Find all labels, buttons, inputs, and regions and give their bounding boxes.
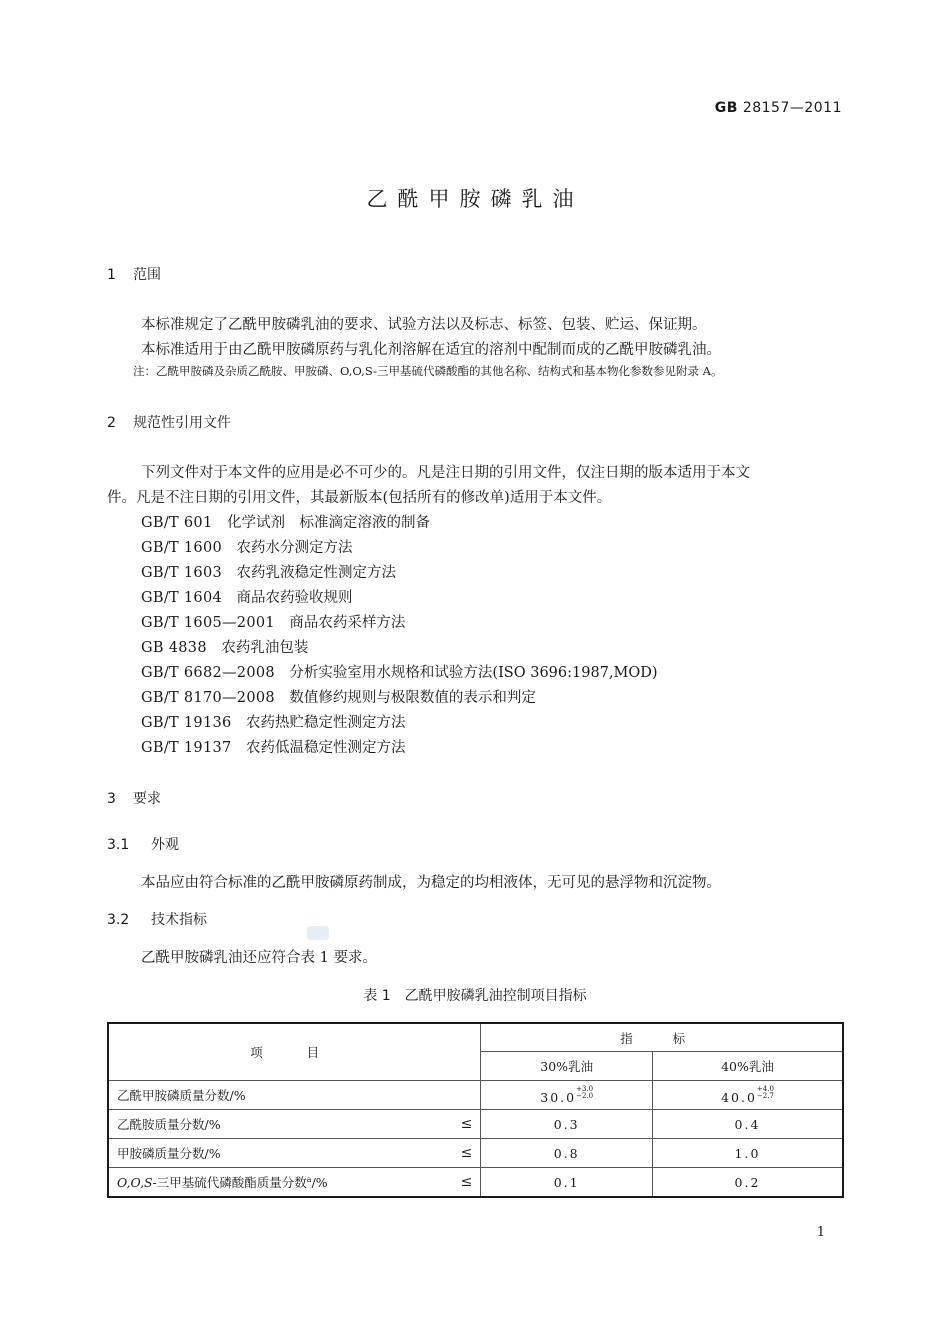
table-row bbox=[108, 1081, 843, 1110]
table-row bbox=[108, 1168, 843, 1198]
less-equal-symbol: ≤ bbox=[460, 1174, 473, 1190]
reference-code: GB/T 1603 bbox=[141, 565, 223, 581]
reference-code: GB 4838 bbox=[141, 640, 207, 656]
reference-code: GB/T 601 bbox=[141, 515, 213, 531]
section-title: 技术指标 bbox=[151, 912, 207, 928]
reference-name: 农药水分测定方法 bbox=[236, 540, 353, 556]
reference-code: GB/T 6682—2008 bbox=[141, 665, 275, 681]
table-cell: 1.0 bbox=[652, 1139, 843, 1168]
reference-item bbox=[141, 636, 308, 657]
reference-name: 农药热贮稳定性测定方法 bbox=[246, 715, 406, 731]
table-cell: 0.1 bbox=[481, 1168, 653, 1198]
tolerance-upper: +4.0 bbox=[756, 1084, 774, 1093]
less-equal-symbol: ≤ bbox=[460, 1116, 473, 1132]
reference-name: 农药乳油包装 bbox=[221, 640, 309, 656]
tolerance-upper: +3.0 bbox=[576, 1084, 594, 1093]
row-label-text: 乙酰甲胺磷质量分数/% bbox=[117, 1088, 246, 1103]
reference-item bbox=[141, 536, 353, 557]
tolerance-lower: −2.7 bbox=[756, 1091, 774, 1100]
table-row bbox=[108, 1139, 843, 1168]
reference-name: 商品农药采样方法 bbox=[289, 615, 406, 631]
reference-item bbox=[141, 611, 405, 632]
footnote-marker: a bbox=[306, 1174, 312, 1184]
table-cell bbox=[652, 1081, 843, 1110]
reference-item bbox=[141, 661, 658, 682]
row-label-unit: /% bbox=[311, 1175, 328, 1190]
reference-code: GB/T 1605—2001 bbox=[141, 615, 275, 631]
reference-item bbox=[141, 561, 396, 582]
less-equal-symbol: ≤ bbox=[460, 1145, 473, 1161]
section-number: 3.1 bbox=[107, 837, 130, 853]
standard-prefix: GB bbox=[714, 100, 738, 116]
tolerance-lower: −2.0 bbox=[576, 1091, 594, 1100]
document-title: 乙酰甲胺磷乳油 bbox=[366, 187, 584, 211]
section-title: 规范性引用文件 bbox=[133, 415, 231, 431]
table-cell: 0.8 bbox=[481, 1139, 653, 1168]
spec-table bbox=[107, 1022, 844, 1198]
tolerance bbox=[757, 1086, 774, 1100]
reference-code: GB/T 1604 bbox=[141, 590, 223, 606]
section-3-2-paragraph: 乙酰甲胺磷乳油还应符合表 1 要求。 bbox=[141, 950, 377, 966]
table-cell: 0.3 bbox=[481, 1110, 653, 1139]
section-title: 外观 bbox=[151, 837, 179, 853]
section-3-heading bbox=[107, 788, 161, 808]
section-title: 范围 bbox=[133, 267, 161, 283]
section-1-paragraph-2: 本标准适用于由乙酰甲胺磷原药与乳化剂溶解在适宜的溶剂中配制而成的乙酰甲胺磷乳油。 bbox=[141, 342, 721, 358]
row-label-text: 乙酰胺质量分数/% bbox=[117, 1117, 221, 1132]
table-row-label bbox=[108, 1110, 481, 1139]
standard-code: 28157—2011 bbox=[742, 100, 842, 116]
table-row-label bbox=[108, 1168, 481, 1198]
reference-code: GB/T 8170—2008 bbox=[141, 690, 275, 706]
section-1-paragraph-1: 本标准规定了乙酰甲胺磷乳油的要求、试验方法以及标志、标签、包装、贮运、保证期。 bbox=[141, 317, 707, 333]
table-row-label bbox=[108, 1139, 481, 1168]
table-header-row bbox=[108, 1023, 843, 1052]
reference-name: 化学试剂 标准滴定溶液的制备 bbox=[226, 515, 430, 531]
section-title: 要求 bbox=[133, 791, 161, 807]
table-caption: 表 1 乙酰甲胺磷乳油控制项目指标 bbox=[363, 988, 587, 1004]
row-label-text: -三甲基硫代磷酸酯质量分数 bbox=[152, 1175, 307, 1190]
reference-code: GB/T 19137 bbox=[141, 740, 232, 756]
section-3-1-heading bbox=[107, 834, 179, 854]
tolerance bbox=[576, 1086, 593, 1100]
table-header-40: 40%乳油 bbox=[652, 1052, 843, 1081]
reference-name: 农药乳液稳定性测定方法 bbox=[236, 565, 397, 581]
section-3-2-heading bbox=[107, 909, 207, 929]
table-cell bbox=[481, 1081, 653, 1110]
section-number: 3.2 bbox=[107, 912, 130, 928]
reference-name: 商品农药验收规则 bbox=[236, 590, 353, 606]
section-1-heading bbox=[107, 264, 161, 284]
row-label-text: 甲胺磷质量分数/% bbox=[117, 1146, 221, 1161]
reference-item bbox=[141, 586, 353, 607]
section-2-paragraph-line-1: 下列文件对于本文件的应用是必不可少的。凡是注日期的引用文件，仅注日期的版本适用于本文 bbox=[141, 465, 750, 481]
reference-name: 数值修约规则与极限数值的表示和判定 bbox=[289, 690, 536, 706]
table-header-index: 指 标 bbox=[481, 1023, 843, 1052]
cell-value: 40.0 bbox=[721, 1089, 757, 1105]
table-row-label bbox=[108, 1081, 481, 1110]
table-header-30: 30%乳油 bbox=[481, 1052, 653, 1081]
reference-item bbox=[141, 711, 406, 732]
cell-value: 30.0 bbox=[540, 1089, 577, 1105]
reference-name: 分析实验室用水规格和试验方法(ISO 3696:1987,MOD) bbox=[289, 665, 658, 681]
section-1-note: 注：乙酰甲胺磷及杂质乙酰胺、甲胺磷、O,O,S-三甲基硫代磷酸酯的其他名称、结构式和基本物化参数参见附录 A。 bbox=[133, 364, 723, 378]
row-label-italic: O,O,S bbox=[117, 1175, 153, 1190]
reference-name: 农药低温稳定性测定方法 bbox=[246, 740, 406, 756]
table-row bbox=[108, 1110, 843, 1139]
standard-number bbox=[715, 100, 842, 116]
watermark-stamp bbox=[307, 926, 329, 940]
table-cell: 0.4 bbox=[652, 1110, 843, 1139]
reference-item bbox=[141, 686, 536, 707]
section-number: 2 bbox=[107, 415, 116, 431]
section-2-paragraph-line-2: 件。凡是不注日期的引用文件，其最新版本(包括所有的修改单)适用于本文件。 bbox=[107, 490, 612, 506]
section-number: 3 bbox=[107, 791, 116, 807]
reference-code: GB/T 19136 bbox=[141, 715, 232, 731]
table-cell: 0.2 bbox=[652, 1168, 843, 1198]
reference-item bbox=[141, 736, 406, 757]
section-3-1-paragraph: 本品应由符合标准的乙酰甲胺磷原药制成，为稳定的均相液体，无可见的悬浮物和沉淀物。 bbox=[141, 875, 721, 891]
page-number: 1 bbox=[816, 1225, 825, 1240]
section-number: 1 bbox=[107, 267, 116, 283]
reference-code: GB/T 1600 bbox=[141, 540, 223, 556]
section-2-heading bbox=[107, 412, 231, 432]
table-header-item: 项 目 bbox=[108, 1023, 481, 1081]
reference-item bbox=[141, 511, 430, 532]
